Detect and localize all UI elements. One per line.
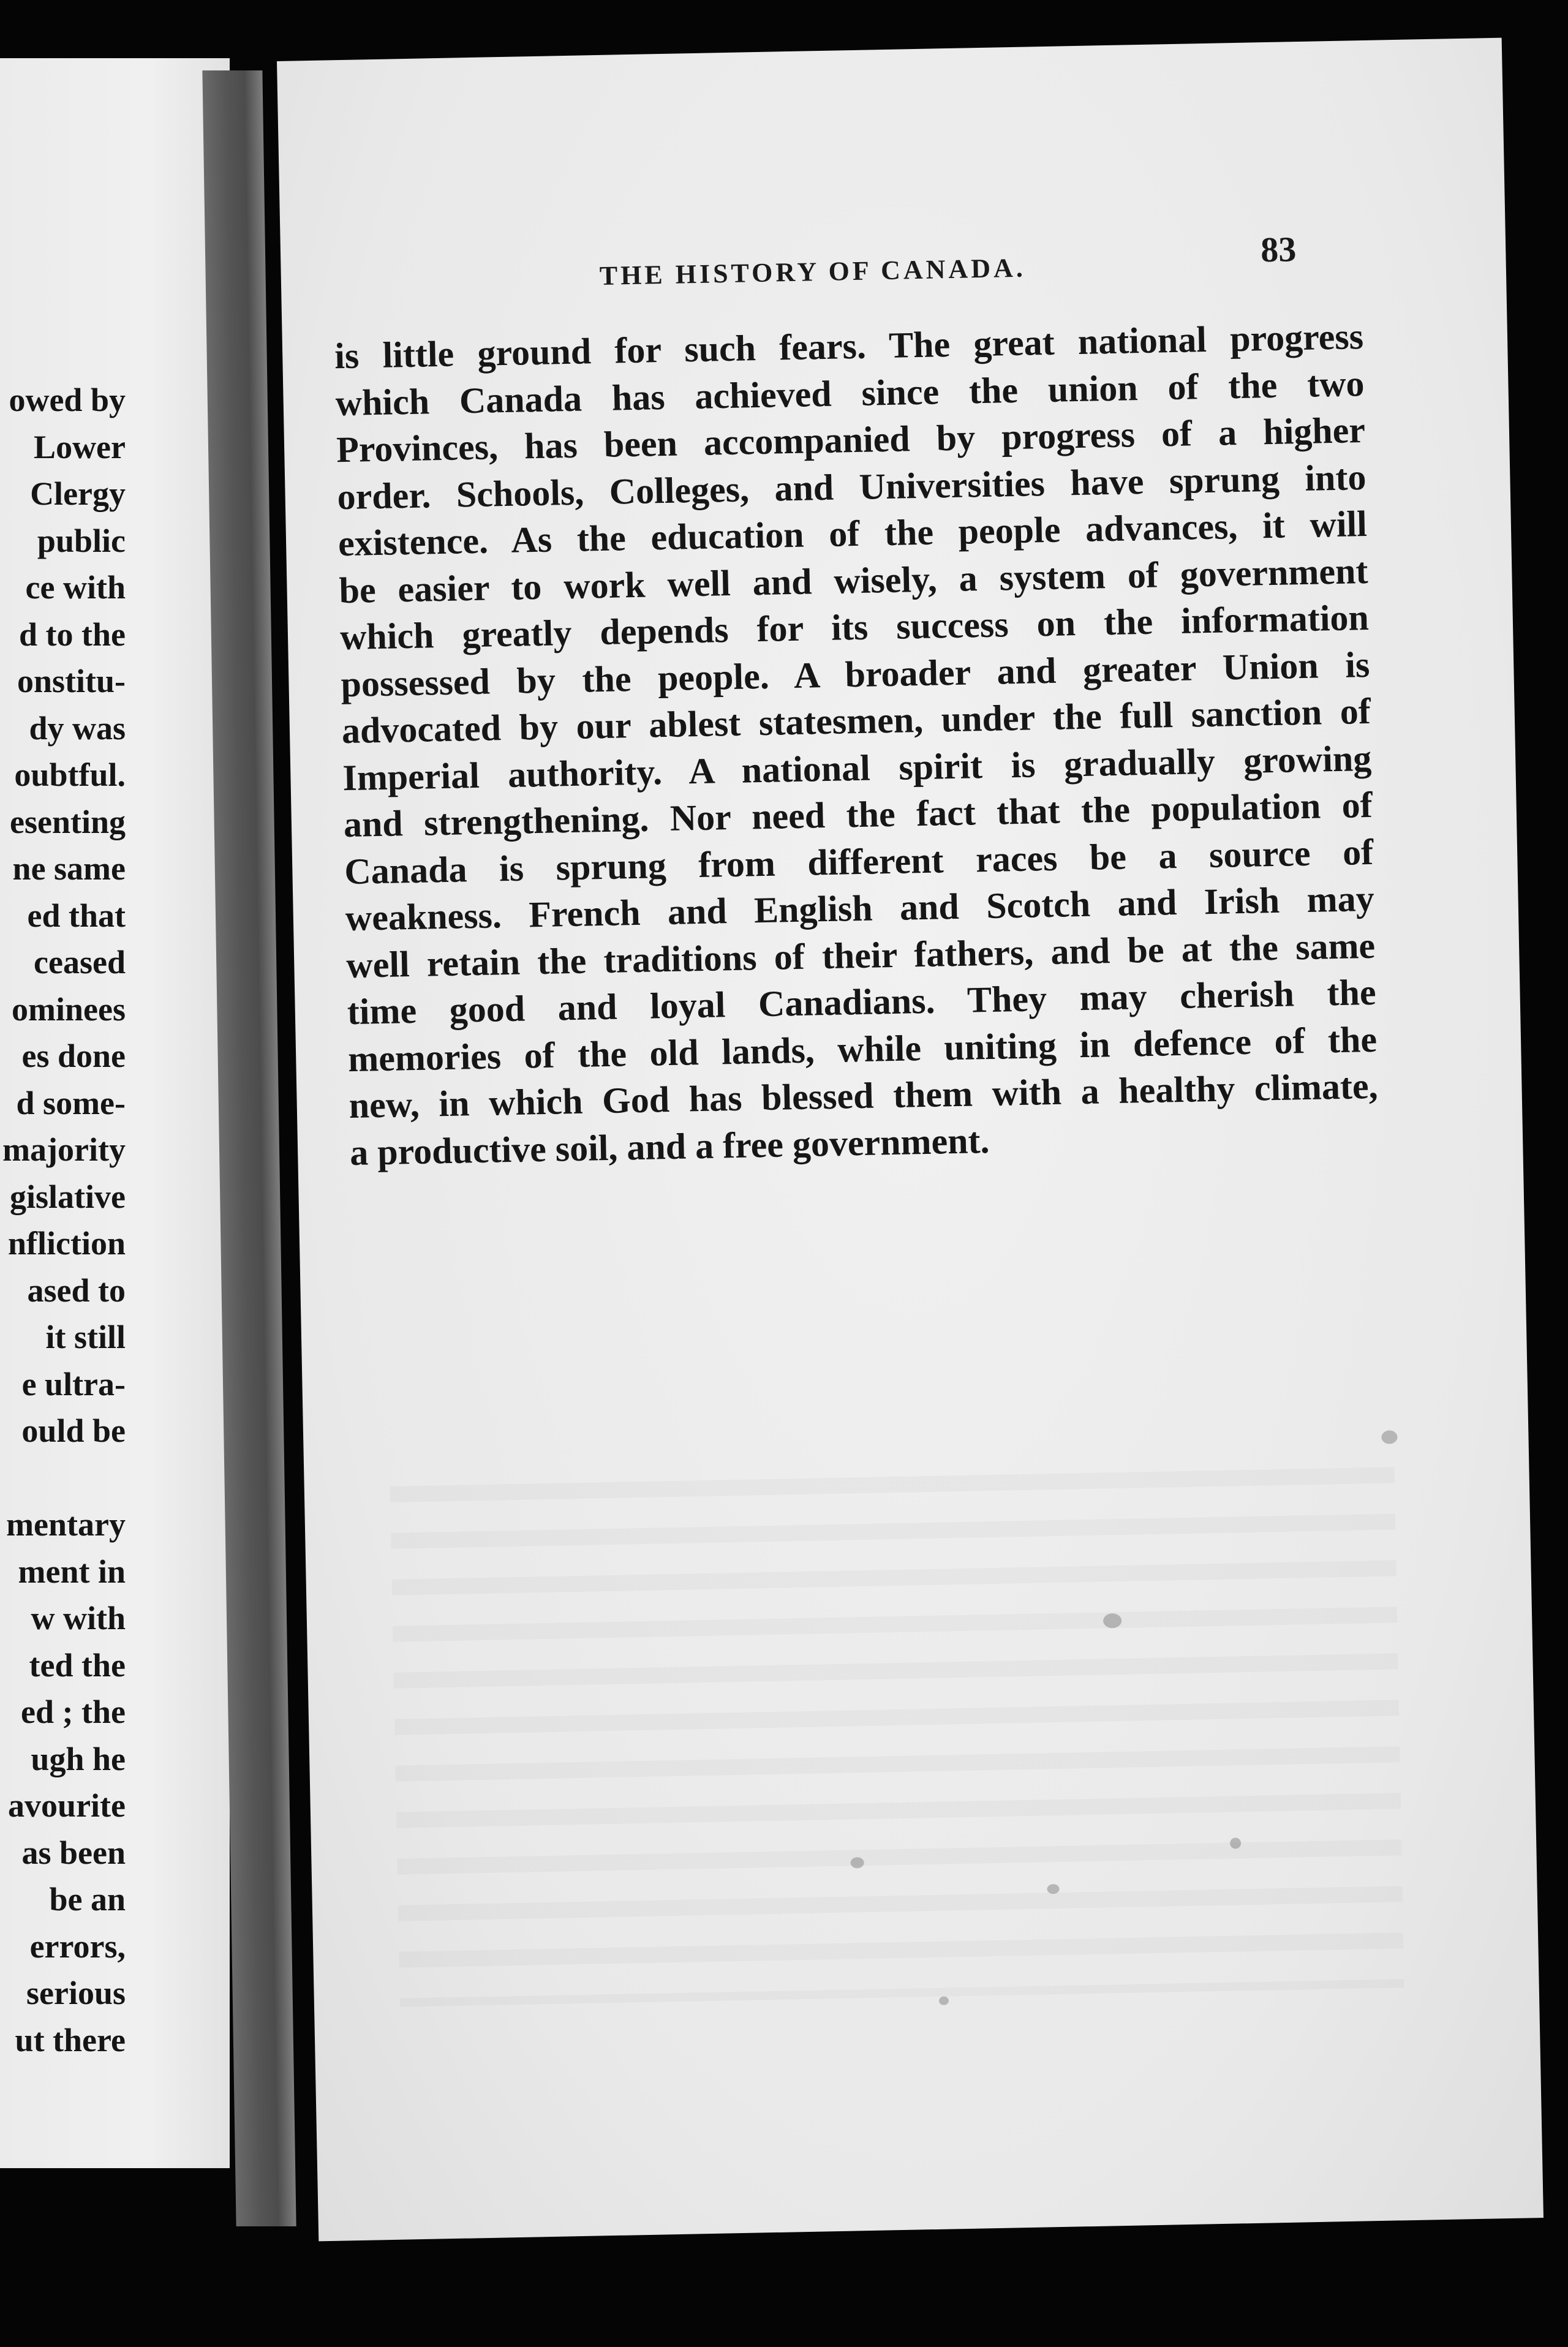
text-line: which greatly depends for its success on the information: [339, 597, 1370, 658]
text-line: and strengthening. Nor need the fact that the population of: [343, 784, 1373, 845]
left-line: esenting: [10, 803, 126, 840]
text-line: which Canada has achieved since the union of the two: [335, 363, 1365, 423]
text-line: Canada is sprung from different races be a source of: [344, 831, 1374, 892]
left-line: w with: [31, 1600, 126, 1637]
left-line: ne same: [12, 850, 126, 887]
left-line: as been: [21, 1834, 126, 1871]
left-line: d to the: [19, 616, 126, 653]
text-line: order. Schools, Colleges, and Universities have sprung into: [337, 456, 1366, 517]
left-line: public: [37, 522, 126, 559]
text-line: be easier to work well and wisely, a system of government: [338, 550, 1368, 611]
left-line: ed that: [27, 897, 126, 934]
left-line: owed by: [9, 382, 126, 418]
left-line: it still: [45, 1319, 126, 1355]
left-line-blank: [2, 1455, 126, 1502]
left-line: ut there: [15, 2021, 126, 2059]
left-line: ed ; the: [21, 1693, 126, 1730]
left-line: serious: [26, 1975, 126, 2011]
left-line: nfliction: [7, 1225, 126, 1262]
text-line: memories of the old lands, while uniting in defence of the: [347, 1019, 1378, 1079]
text-line: well retain the traditions of their fathers, and be at the same: [345, 925, 1376, 985]
paper-speck: [939, 1997, 949, 2005]
left-page-text: [2, 377, 126, 2063]
left-line: ominees: [12, 990, 126, 1028]
left-line: onstitu-: [17, 663, 126, 699]
left-line: be an: [49, 1881, 126, 1918]
text-line: a productive soil, and a free government.: [349, 1120, 990, 1173]
text-line: possessed by the people. A broader and greater Union is: [340, 644, 1370, 704]
paper-speck: [1381, 1430, 1397, 1444]
left-line: es done: [21, 1038, 126, 1074]
left-line: Lower: [34, 428, 126, 465]
text-line: new, in which God has blessed them with a healthy climate,: [349, 1065, 1379, 1126]
left-line: ment in: [18, 1553, 126, 1590]
left-line: ce with: [25, 569, 126, 606]
left-line: d some-: [16, 1084, 126, 1121]
left-line: ceased: [34, 944, 126, 981]
left-line: gislative: [10, 1178, 126, 1215]
page-number: 83: [1260, 229, 1297, 270]
running-head: THE HISTORY OF CANADA.: [599, 252, 1027, 291]
left-line: ted the: [29, 1646, 126, 1684]
text-line: Provinces, has been accompanied by progress of a higher: [336, 410, 1366, 470]
left-line: avourite: [8, 1787, 126, 1824]
right-page: [277, 38, 1544, 2242]
left-page: [0, 58, 230, 2168]
text-line: existence. As the education of the people advances, it will: [337, 503, 1368, 564]
bleed-through-texture: [390, 1436, 1404, 2006]
left-line: ugh he: [31, 1740, 126, 1777]
left-line: e ultra-: [21, 1365, 126, 1403]
left-line: ould be: [21, 1412, 126, 1449]
text-line: Imperial authority. A national spirit is gradually growing: [342, 737, 1372, 798]
left-line: Clergy: [30, 475, 126, 512]
left-line: dy was: [29, 709, 126, 747]
left-line: majority: [2, 1131, 126, 1168]
left-line: mentary: [6, 1506, 126, 1543]
left-line: errors,: [29, 1927, 126, 1965]
text-line: advocated by our ablest statesmen, under the full sanction of: [341, 690, 1371, 752]
body-paragraph: [334, 313, 1379, 1176]
text-line: time good and loyal Canadians. They may cherish the: [347, 971, 1377, 1033]
left-line: oubtful.: [14, 756, 126, 793]
left-line: ased to: [27, 1271, 126, 1309]
text-line: weakness. French and English and Scotch and Irish may: [345, 878, 1375, 939]
text-line: is little ground for such fears. The great national progress: [334, 316, 1364, 377]
